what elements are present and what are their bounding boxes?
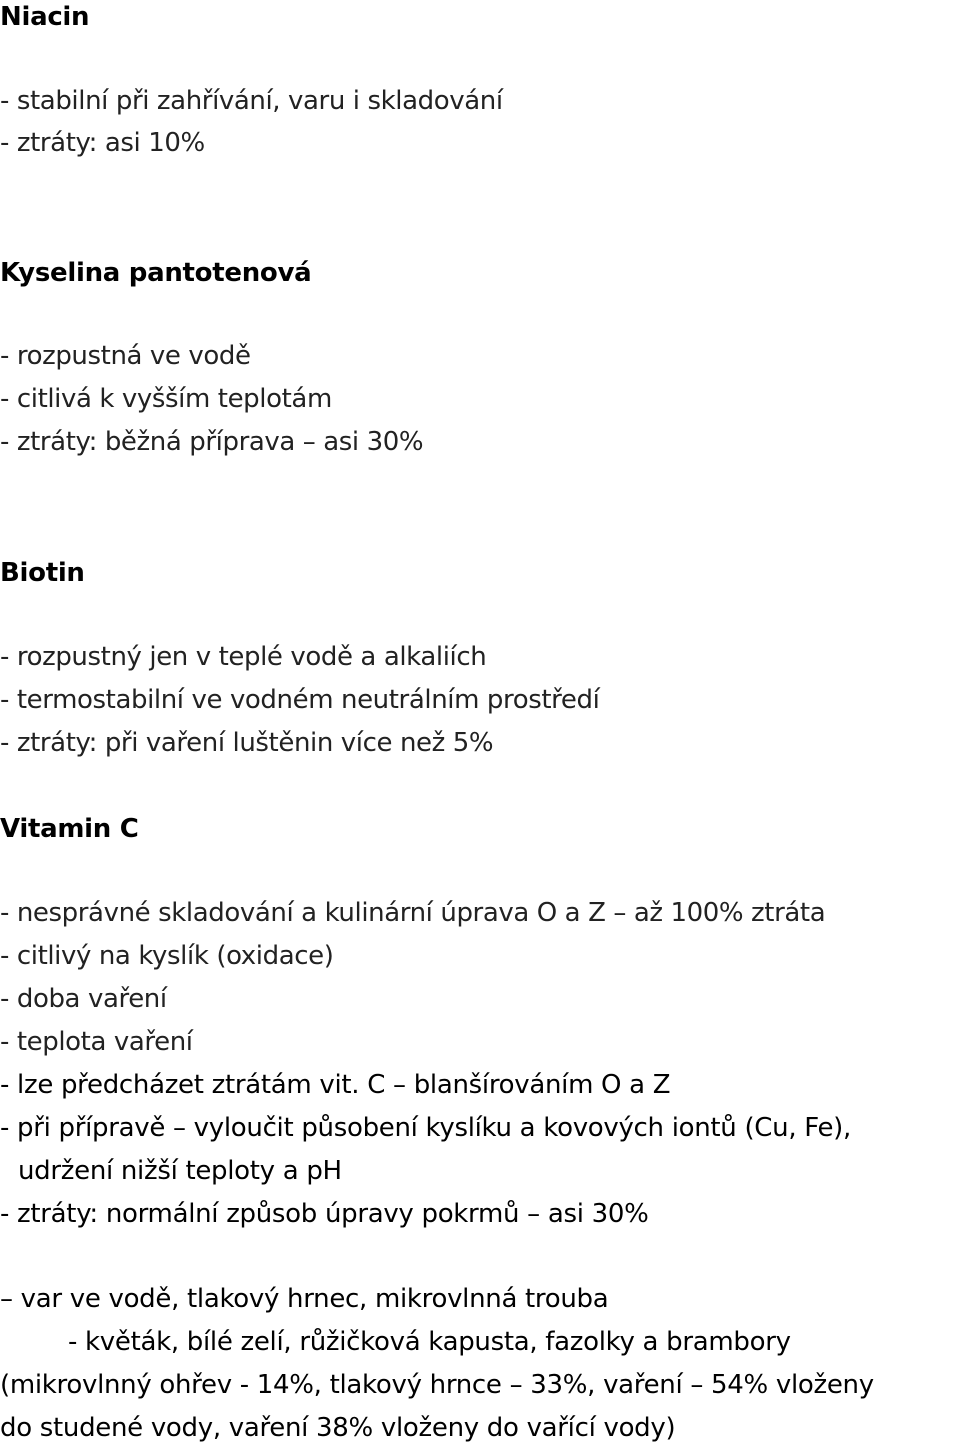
vitc-item-5: - lze předcházet ztrátám vit. C – blanšírováním O a Z: [0, 1070, 671, 1100]
biotin-item-1: - rozpustný jen v teplé vodě a alkaliích: [0, 642, 487, 672]
vitc-item-10: (mikrovlnný ohřev - 14%, tlakový hrnce – 33%, vaření – 54% vloženy: [0, 1370, 874, 1400]
pantotenova-item-2: - citlivá k vyšším teplotám: [0, 384, 332, 414]
heading-biotin: Biotin: [0, 558, 85, 588]
vitc-item-7: - ztráty: normální způsob úpravy pokrmů – asi 30%: [0, 1199, 649, 1229]
vitc-item-8: – var ve vodě, tlakový hrnec, mikrovlnná trouba: [0, 1284, 609, 1314]
vitc-item-2: - citlivý na kyslík (oxidace): [0, 941, 334, 971]
biotin-item-2: - termostabilní ve vodném neutrálním prostředí: [0, 685, 600, 715]
niacin-item-2: - ztráty: asi 10%: [0, 128, 205, 158]
vitc-item-9: - květák, bílé zelí, růžičková kapusta, fazolky a brambory: [68, 1327, 791, 1357]
vitc-item-4: - teplota vaření: [0, 1027, 193, 1057]
biotin-item-3: - ztráty: při vaření luštěnin více než 5%: [0, 728, 494, 758]
vitc-item-11: do studené vody, vaření 38% vloženy do vařící vody): [0, 1413, 676, 1443]
pantotenova-item-1: - rozpustná ve vodě: [0, 341, 251, 371]
vitc-item-3: - doba vaření: [0, 984, 167, 1014]
vitc-item-1: - nesprávné skladování a kulinární úprava O a Z – až 100% ztráta: [0, 898, 826, 928]
pantotenova-item-3: - ztráty: běžná příprava – asi 30%: [0, 427, 424, 457]
heading-vitamin-c: Vitamin C: [0, 814, 139, 844]
heading-kyselina-pantotenova: Kyselina pantotenová: [0, 258, 312, 288]
vitc-item-6: - při přípravě – vyloučit působení kyslíku a kovových iontů (Cu, Fe),: [0, 1113, 851, 1143]
vitc-item-6-continued: udržení nižší teploty a pH: [18, 1156, 342, 1186]
heading-niacin: Niacin: [0, 2, 90, 32]
niacin-item-1: - stabilní při zahřívání, varu i skladování: [0, 86, 503, 116]
